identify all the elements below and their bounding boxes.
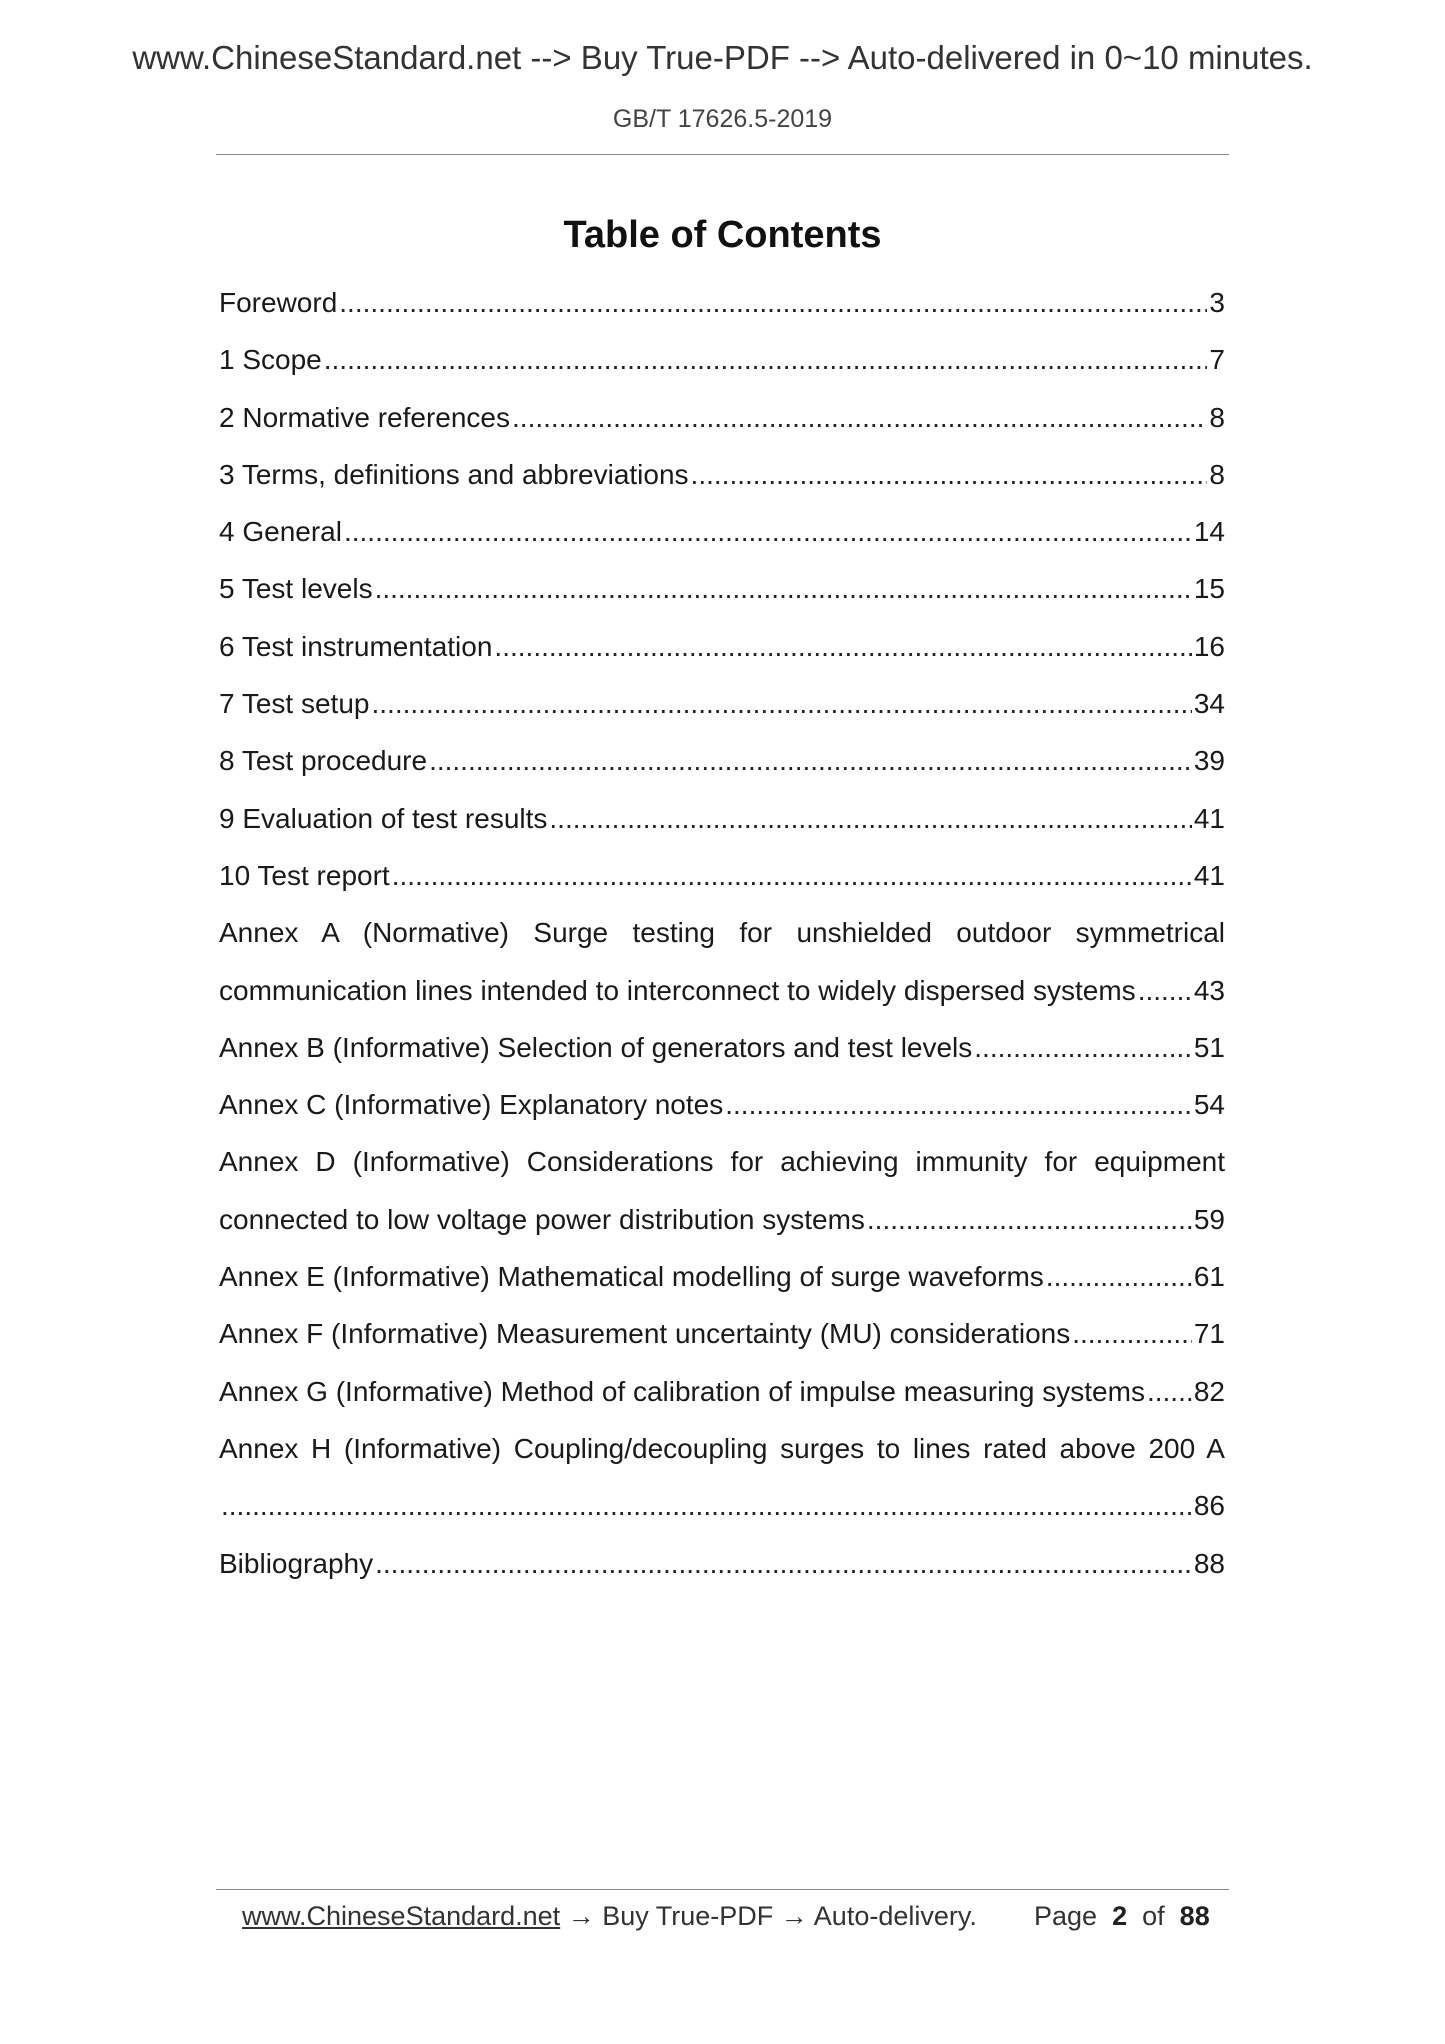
toc-entry-label: 5 Test levels — [219, 573, 373, 605]
toc-entry-page: 41 — [1193, 802, 1225, 834]
total-pages: 88 — [1179, 1901, 1210, 1931]
toc-entry-terms-definitions[interactable] — [219, 454, 1225, 511]
toc-entry-page: 39 — [1193, 745, 1225, 777]
toc-entry-annex-a-line1[interactable] — [219, 912, 1225, 969]
toc-entry-annex-d-line2[interactable] — [219, 1199, 1225, 1256]
dot-leader — [324, 339, 1208, 381]
toc-entry-label: 1 Scope — [219, 344, 322, 376]
toc-entry-label: 3 Terms, definitions and abbreviations — [219, 458, 689, 490]
footer-buy-text: Buy True-PDF — [602, 1901, 774, 1931]
toc-entry-page: 82 — [1193, 1375, 1225, 1407]
dot-leader — [1072, 1313, 1192, 1355]
toc-entry-general[interactable] — [219, 511, 1225, 568]
toc-entry-label: Bibliography — [219, 1547, 374, 1579]
toc-entry-page: 14 — [1193, 516, 1225, 548]
toc-entry-annex-h-line1[interactable] — [219, 1428, 1225, 1485]
page-title: Table of Contents — [563, 214, 882, 256]
toc-entry-label: Annex G (Informative) Method of calibration of impulse measuring systems — [219, 1375, 1145, 1407]
dot-leader — [221, 1485, 1192, 1527]
dot-leader — [974, 1027, 1192, 1069]
arrow-right-icon: → — [780, 1901, 808, 1931]
toc-entry-page: 8 — [1209, 458, 1225, 490]
toc-entry-bibliography[interactable] — [219, 1543, 1225, 1600]
toc-entry-label: Annex C (Informative) Explanatory notes — [219, 1089, 724, 1121]
toc-entry-page: 8 — [1209, 401, 1225, 433]
toc-entry-label: communication lines intended to interconnect to widely dispersed systems — [219, 974, 1136, 1006]
toc-entry-page: 16 — [1193, 630, 1225, 662]
toc-entry-page: 88 — [1193, 1547, 1225, 1579]
toc-entry-page: 71 — [1193, 1318, 1225, 1350]
toc-entry-page: 41 — [1193, 859, 1225, 891]
dot-leader — [1147, 1371, 1192, 1413]
toc-entry-test-instrumentation[interactable] — [219, 626, 1225, 683]
toc-entry-label: 10 Test report — [219, 859, 390, 891]
toc-entry-label: 2 Normative references — [219, 401, 511, 433]
download-banner: www.ChineseStandard.net --> Buy True-PDF --> Auto-delivered in 0~10 minutes. — [132, 39, 1313, 76]
toc-entry-label: Annex D (Informative) Considerations for achieving immunity for equipment — [219, 1146, 1225, 1178]
footer-delivery-text: Auto-delivery. — [813, 1901, 977, 1931]
toc-entry-page: 3 — [1209, 287, 1225, 318]
toc-entry-page: 34 — [1193, 688, 1225, 720]
standard-code: GB/T 17626.5-2019 — [612, 105, 833, 133]
dot-leader — [339, 282, 1207, 324]
toc-entry-label: Annex F (Informative) Measurement uncertainty (MU) considerations — [219, 1318, 1071, 1350]
toc-entry-page: 54 — [1193, 1089, 1225, 1121]
toc-entry-label: 8 Test procedure — [219, 745, 428, 777]
footer-site-link[interactable]: www.ChineseStandard.net — [242, 1901, 561, 1931]
dot-leader — [867, 1199, 1192, 1241]
header-divider — [216, 154, 1229, 155]
dot-leader — [375, 568, 1192, 610]
dot-leader — [344, 511, 1192, 553]
dot-leader — [1138, 970, 1192, 1012]
current-page: 2 — [1112, 1901, 1128, 1931]
toc-entry-normative-references[interactable] — [219, 397, 1225, 454]
toc-entry-page: 86 — [1193, 1490, 1225, 1522]
dot-leader — [1046, 1256, 1192, 1298]
toc-entry-page: 51 — [1193, 1031, 1225, 1063]
toc-entry-label: Foreword — [219, 287, 338, 318]
page-word: Page — [1034, 1901, 1098, 1931]
footer-divider — [216, 1889, 1229, 1890]
toc-entry-label: 4 General — [219, 516, 342, 548]
toc-entry-test-setup[interactable] — [219, 683, 1225, 740]
toc-entry-page: 43 — [1193, 974, 1225, 1006]
toc-entry-page: 15 — [1193, 573, 1225, 605]
dot-leader — [429, 740, 1192, 782]
toc-entry-annex-c[interactable] — [219, 1084, 1225, 1141]
toc-entry-test-report[interactable] — [219, 855, 1225, 912]
toc-entry-annex-b[interactable] — [219, 1027, 1225, 1084]
toc-entry-label: Annex A (Normative) Surge testing for unshielded outdoor symmetrical — [219, 917, 1225, 949]
toc-entry-foreword[interactable] — [219, 282, 1225, 339]
toc-entry-annex-g[interactable] — [219, 1371, 1225, 1428]
dot-leader — [512, 397, 1207, 439]
toc-entry-annex-d-line1[interactable] — [219, 1141, 1225, 1198]
toc-entry-label: connected to low voltage power distribution systems — [219, 1203, 865, 1235]
toc-entry-label: Annex H (Informative) Coupling/decoupling surges to lines rated above 200 A — [219, 1432, 1225, 1464]
table-of-contents — [219, 282, 1225, 1600]
toc-entry-label: Annex E (Informative) Mathematical modelling of surge waveforms — [219, 1261, 1044, 1293]
dot-leader — [371, 683, 1191, 725]
dot-leader — [691, 454, 1208, 496]
toc-entry-test-procedure[interactable] — [219, 740, 1225, 797]
toc-entry-page: 7 — [1209, 344, 1225, 376]
of-word: of — [1142, 1901, 1165, 1931]
dot-leader — [494, 626, 1191, 668]
toc-entry-scope[interactable] — [219, 339, 1225, 396]
toc-entry-label: Annex B (Informative) Selection of generators and test levels — [219, 1031, 973, 1063]
toc-entry-annex-e[interactable] — [219, 1256, 1225, 1313]
page-indicator — [1034, 1896, 1210, 1936]
toc-entry-annex-f[interactable] — [219, 1313, 1225, 1370]
footer-promo — [242, 1896, 977, 1936]
dot-leader — [375, 1543, 1192, 1585]
toc-entry-label: 7 Test setup — [219, 688, 370, 720]
toc-entry-label: 6 Test instrumentation — [219, 630, 493, 662]
dot-leader — [725, 1084, 1192, 1126]
toc-entry-label: 9 Evaluation of test results — [219, 802, 548, 834]
dot-leader — [392, 855, 1192, 897]
arrow-right-icon: → — [567, 1901, 595, 1931]
toc-entry-test-levels[interactable] — [219, 568, 1225, 625]
toc-entry-page: 61 — [1193, 1261, 1225, 1293]
toc-entry-annex-a-line2[interactable] — [219, 970, 1225, 1027]
toc-entry-evaluation[interactable] — [219, 798, 1225, 855]
toc-entry-annex-h-line2[interactable] — [219, 1485, 1225, 1542]
dot-leader — [549, 798, 1191, 840]
toc-entry-page: 59 — [1193, 1203, 1225, 1235]
